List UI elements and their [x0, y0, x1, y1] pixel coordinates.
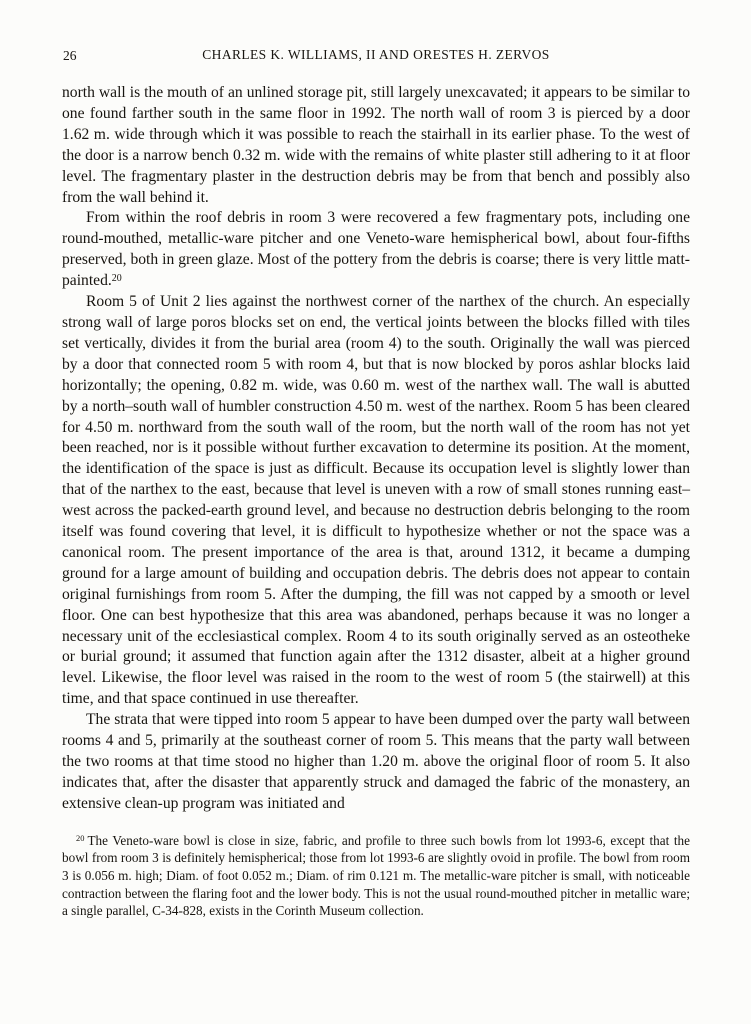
footnote-marker: 20 [76, 832, 85, 843]
footnote-text: The Veneto-ware bowl is close in size, fabric, and profile to three such bowls from lot 1993-6, except that the bowl from room 3 is definitely hemispherical; those from lot 1993-6 are slightly ovoid in profile. The bowl from room 3 is 0.056 m. high; Diam. of foot 0.052 m.; Diam. of rim 0.121 m. The metallic-ware pitcher is small, with noticeable contraction between the flaring foot and the lower body. This is not the usual round-mouthed pitcher in metallic ware; a single parallel, C-34-828, exists in the Corinth Museum collection. [62, 832, 690, 919]
paragraph [62, 208, 690, 292]
paragraph [62, 83, 690, 208]
body-text [62, 83, 690, 815]
page-number: 26 [63, 48, 77, 63]
paragraph-text: Room 5 of Unit 2 lies against the northwest corner of the narthex of the church. An especially strong wall of large poros blocks set on end, the vertical joints between the blocks filled with tiles set vertically, divides it from the burial area (room 4) to the south. Originally the wall was pierced by a door that connected room 5 with room 4, but that is now blocked by poros ashlar blocks laid horizontally; the opening, 0.82 m. wide, was 0.60 m. west of the narthex wall. The wall is abutted by a north–south wall of humbler construction 4.50 m. west of the narthex. Room 5 has been cleared for 4.50 m. northward from the south wall of the room, but the north wall of the room has not yet been reached, nor is it possible without further excavation to determine its position. At the moment, the identification of the space is just as difficult. Because its occupation level is slightly lower than that of the narthex to the east, because that level is uneven with a row of small stones running east–west across the packed-earth ground level, and because no destruction debris belonging to the room itself was found covering that level, it is difficult to hypothesize whether or not the space was a canonical room. The present importance of the area is that, around 1312, it became a dumping ground for a large amount of building and occupation debris. The debris does not appear to contain original furnishings from room 5. After the dumping, the fill was not capped by a smooth or level floor. One can best hypothesize that this area was abandoned, perhaps because it was no longer a necessary unit of the ecclesiastical complex. Room 4 to its south originally served as an osteotheke or burial ground; it assumed that function again after the 1312 disaster, albeit at a higher ground level. Likewise, the floor level was raised in the room to the west of room 5 (the stairwell) at this time, and that space continued in use thereafter. [62, 293, 690, 708]
footnote-ref: 20 [111, 272, 122, 284]
page-header [62, 47, 690, 67]
running-head: CHARLES K. WILLIAMS, II AND ORESTES H. ZERVOS [202, 47, 550, 62]
paragraph-text: The strata that were tipped into room 5 appear to have been dumped over the party wall between rooms 4 and 5, primarily at the southeast corner of room 5. This means that the party wall between the two rooms at that time stood no higher than 1.20 m. above the original floor of room 5. It also indicates that, after the disaster that apparently struck and damaged the fabric of the monastery, an extensive clean-up program was initiated and [62, 711, 690, 812]
footnotes-section [62, 832, 690, 920]
paragraph-text: From within the roof debris in room 3 were recovered a few fragmentary pots, including one round-mouthed, metallic-ware pitcher and one Veneto-ware hemispherical bowl, about four-fifths preserved, both in green glaze. Most of the pottery from the debris is coarse; there is very little matt-painted. [62, 209, 690, 290]
paragraph-text: north wall is the mouth of an unlined storage pit, still largely unexcavated; it appears to be similar to one found farther south in the same floor in 1992. The north wall of room 3 is pierced by a door 1.62 m. wide through which it was possible to reach the stairhall in its earlier phase. To the west of the door is a narrow bench 0.32 m. wide with the remains of white plaster still adhering to it at floor level. The fragmentary plaster in the destruction debris may be from that bench and possibly also from the wall behind it. [62, 84, 690, 206]
paragraph [62, 710, 690, 815]
paragraph [62, 292, 690, 710]
footnote [62, 832, 690, 920]
